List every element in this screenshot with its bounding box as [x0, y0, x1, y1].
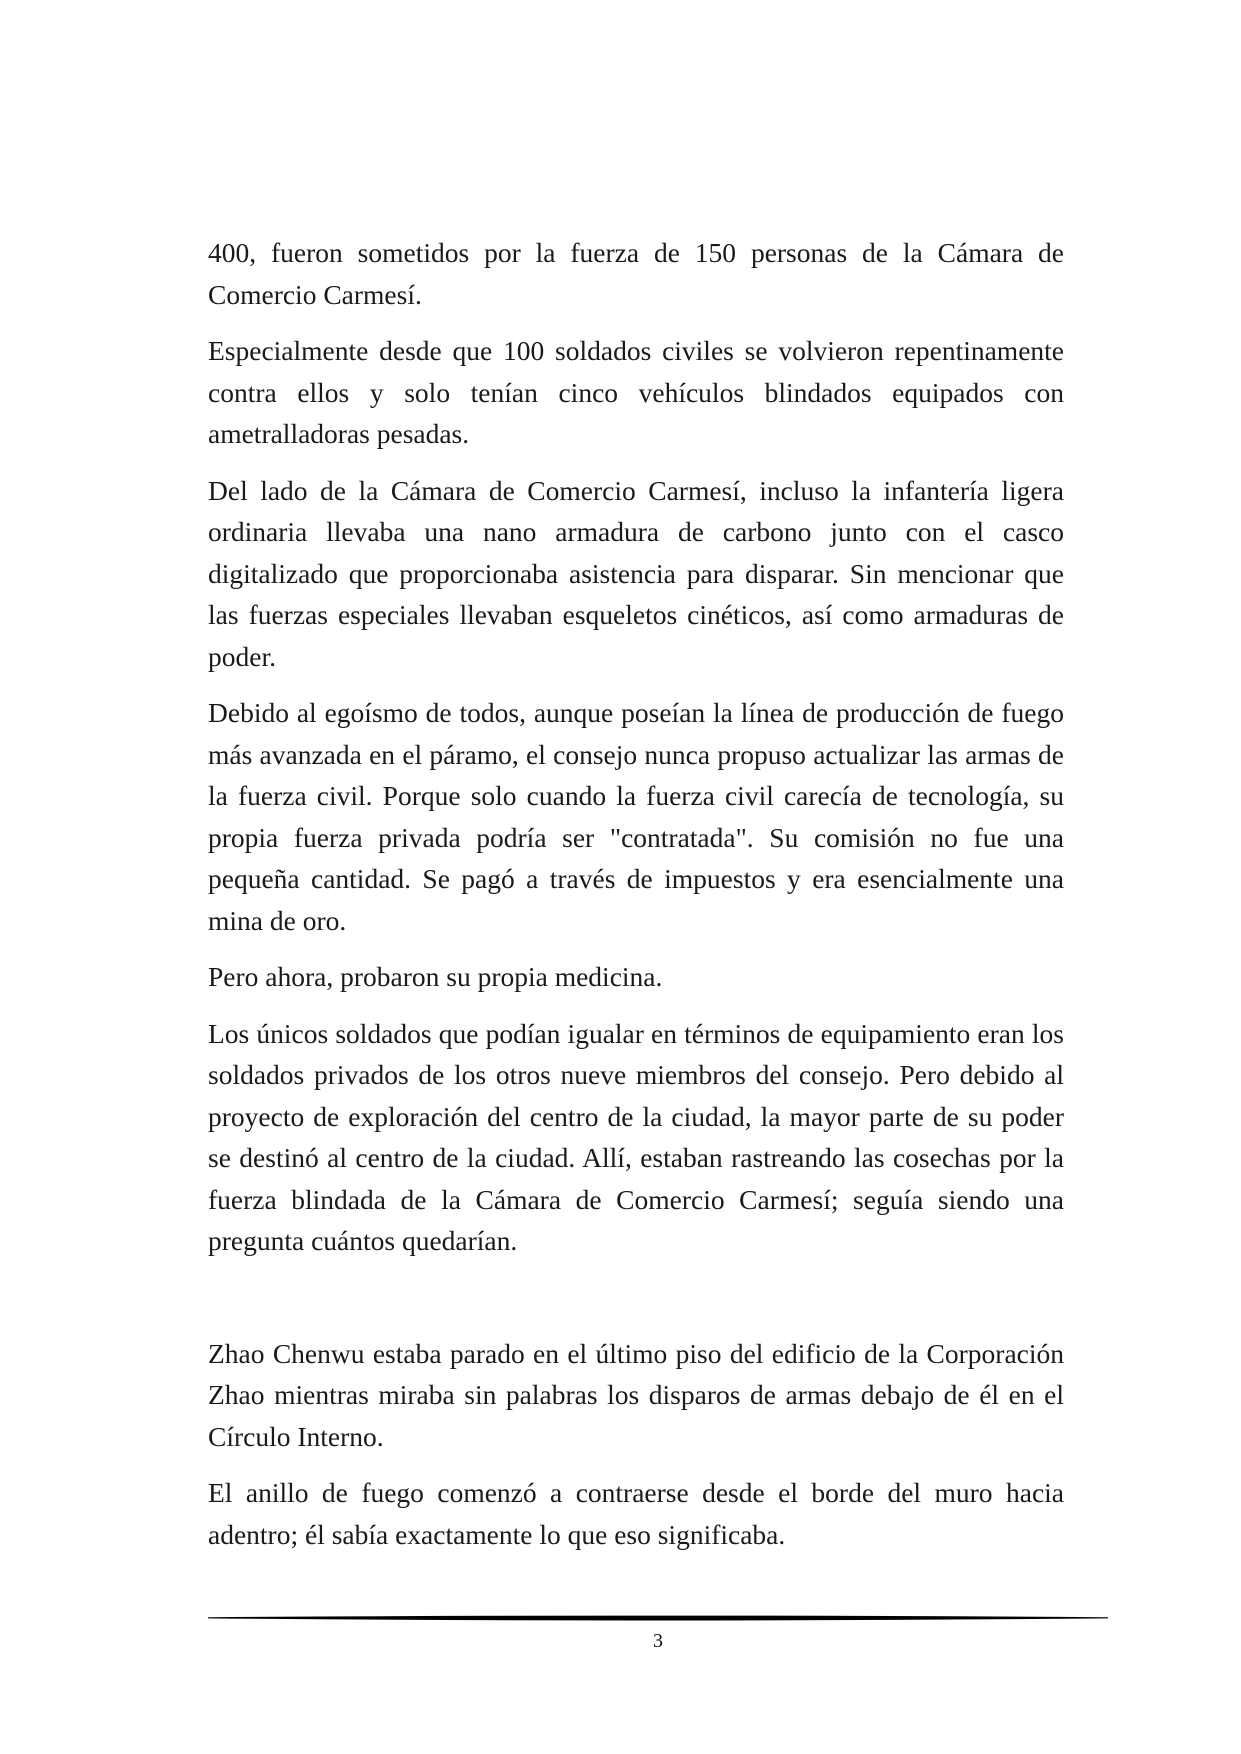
- paragraph-1: 400, fueron sometidos por la fuerza de 150 personas de la Cámara de Comercio Carmesí.: [208, 237, 1064, 310]
- body-text: [208, 232, 1064, 1570]
- paragraph-5: Pero ahora, probaron su propia medicina.: [208, 961, 663, 992]
- scene-break: [208, 1277, 1064, 1333]
- page-number: 3: [653, 1630, 663, 1652]
- footer-divider: [208, 1612, 1108, 1624]
- paragraph-8: El anillo de fuego comenzó a contraerse desde el borde del muro hacia adentro; él sabía exactamente lo que eso significaba.: [208, 1477, 1064, 1550]
- paragraph-2: Especialmente desde que 100 soldados civiles se volvieron repentinamente contra ellos y solo tenían cinco vehículos blindados equipados con ametralladoras pesadas.: [208, 335, 1064, 449]
- paragraph-6: Los únicos soldados que podían igualar en términos de equipamiento eran los soldados privados de los otros nueve miembros del consejo. Pero debido al proyecto de exploración del centro de la ciudad, la mayor parte de su poder se destinó al centro de la ciudad. Allí, estaban rastreando las cosechas por la fuerza blindada de la Cámara de Comercio Carmesí; seguía siendo una pregunta cuántos quedarían.: [208, 1017, 1064, 1256]
- paragraph-7: Zhao Chenwu estaba parado en el último piso del edificio de la Corporación Zhao mientras miraba sin palabras los disparos de armas debajo de él en el Círculo Interno.: [208, 1337, 1064, 1452]
- paragraph-3: Del lado de la Cámara de Comercio Carmesí, incluso la infantería ligera ordinaria llevaba una nano armadura de carbono junto con el casco digitalizado que proporcionaba asistencia para disparar. Sin mencionar que las fuerzas especiales llevaban esqueletos cinéticos, así como armaduras de poder.: [208, 474, 1064, 672]
- paragraph-4: Debido al egoísmo de todos, aunque poseían la línea de producción de fuego más avanzada en el páramo, el consejo nunca propuso actualizar las armas de la fuerza civil. Porque solo cuando la fuerza civil carecía de tecnología, su propia fuerza privada podría ser "contratada". Su comisión no fue una pequeña cantidad. Se pagó a través de impuestos y era esencialmente una mina de oro.: [208, 697, 1064, 936]
